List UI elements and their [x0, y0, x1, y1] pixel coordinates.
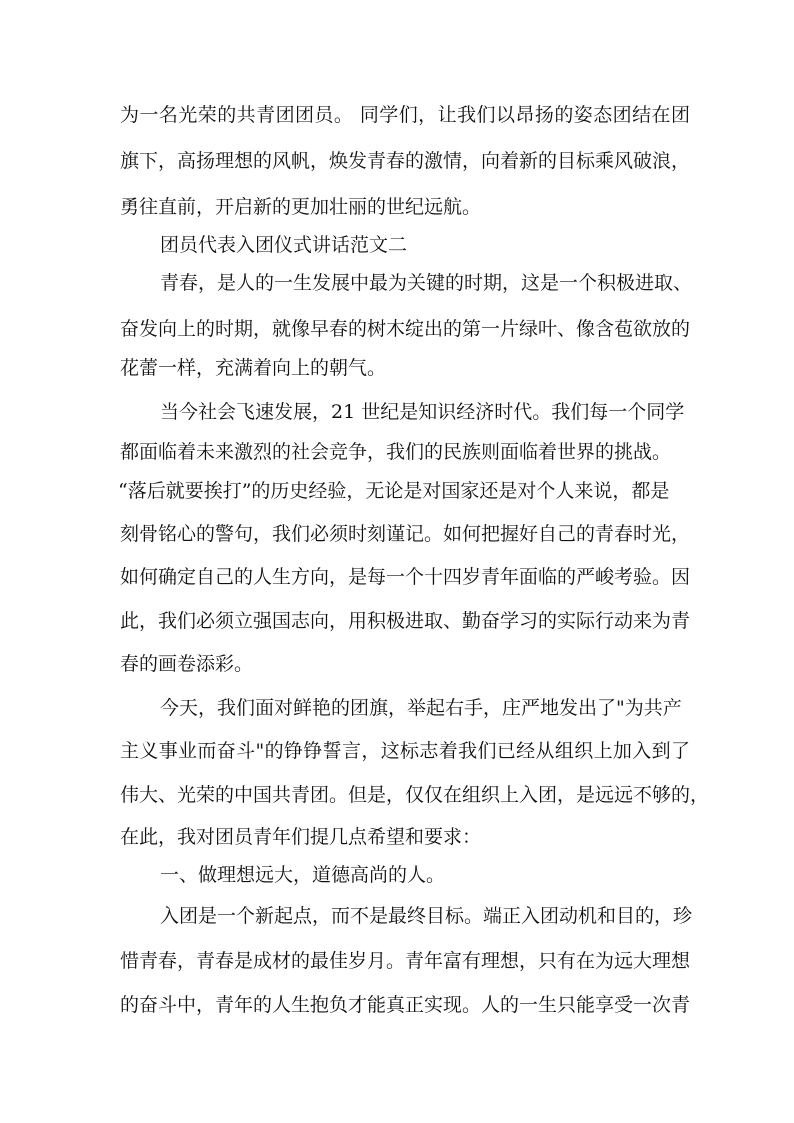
text-line: 奋发向上的时期，就像早春的树木绽出的第一片绿叶、像含苞欲放的 — [120, 318, 691, 340]
text-line: “落后就要挨打”的历史经验，无论是对国家还是对个人来说，都是 — [118, 480, 670, 502]
text-line: 青春，是人的一生发展中最为关键的时期，这是一个积极进取、 — [160, 272, 693, 294]
text-line: 今天，我们面对鲜艳的团旗，举起右手，庄严地发出了"为共产 — [160, 697, 682, 719]
text-line: 入团是一个新起点，而不是最终目标。端正入团动机和目的，珍 — [160, 905, 693, 927]
text-line: 都面临着未来激烈的社会竞争，我们的民族则面临着世界的挑战。 — [120, 441, 672, 463]
text-line: 刻骨铭心的警句，我们必须时刻谨记。如何把握好自己的青春时光， — [120, 523, 691, 545]
text-line: 勇往直前，开启新的更加壮丽的世纪远航。 — [120, 196, 482, 218]
text-line: 为一名光荣的共青团团员。 同学们，让我们以昂扬的姿态团结在团 — [120, 104, 690, 126]
text-line: 春的画卷添彩。 — [120, 653, 254, 675]
text-line: 主义事业而奋斗"的铮铮誓言，这标志着我们已经从组织上加入到了 — [120, 740, 690, 762]
text-line: 此，我们必须立强国志向，用积极进取、勤奋学习的实际行动来为青 — [120, 610, 691, 632]
text-line: 旗下，高扬理想的风帆，焕发青春的激情，向着新的目标乘风破浪， — [120, 150, 691, 172]
text-line: 花蕾一样，充满着向上的朝气。 — [120, 357, 387, 379]
text-line: 惜青春，青春是成材的最佳岁月。青年富有理想，只有在为远大理想 — [120, 950, 691, 972]
section-heading: 团员代表入团仪式讲话范文二 — [160, 234, 408, 256]
text-line: 伟大、光荣的中国共青团。但是，仅仅在组织上入团，是远远不够的， — [120, 784, 710, 806]
point-heading: 一、做理想远大，道德高尚的人。 — [160, 864, 446, 886]
text-line: 当今社会飞速发展，21 世纪是知识经济时代。我们每一个同学 — [160, 401, 685, 423]
text-line: 在此，我对团员青年们提几点希望和要求： — [120, 826, 482, 848]
text-line: 如何确定自己的人生方向，是每一个十四岁青年面临的严峻考验。因 — [120, 566, 691, 588]
text-line: 的奋斗中，青年的人生抱负才能真正实现。人的一生只能享受一次青 — [120, 994, 691, 1016]
